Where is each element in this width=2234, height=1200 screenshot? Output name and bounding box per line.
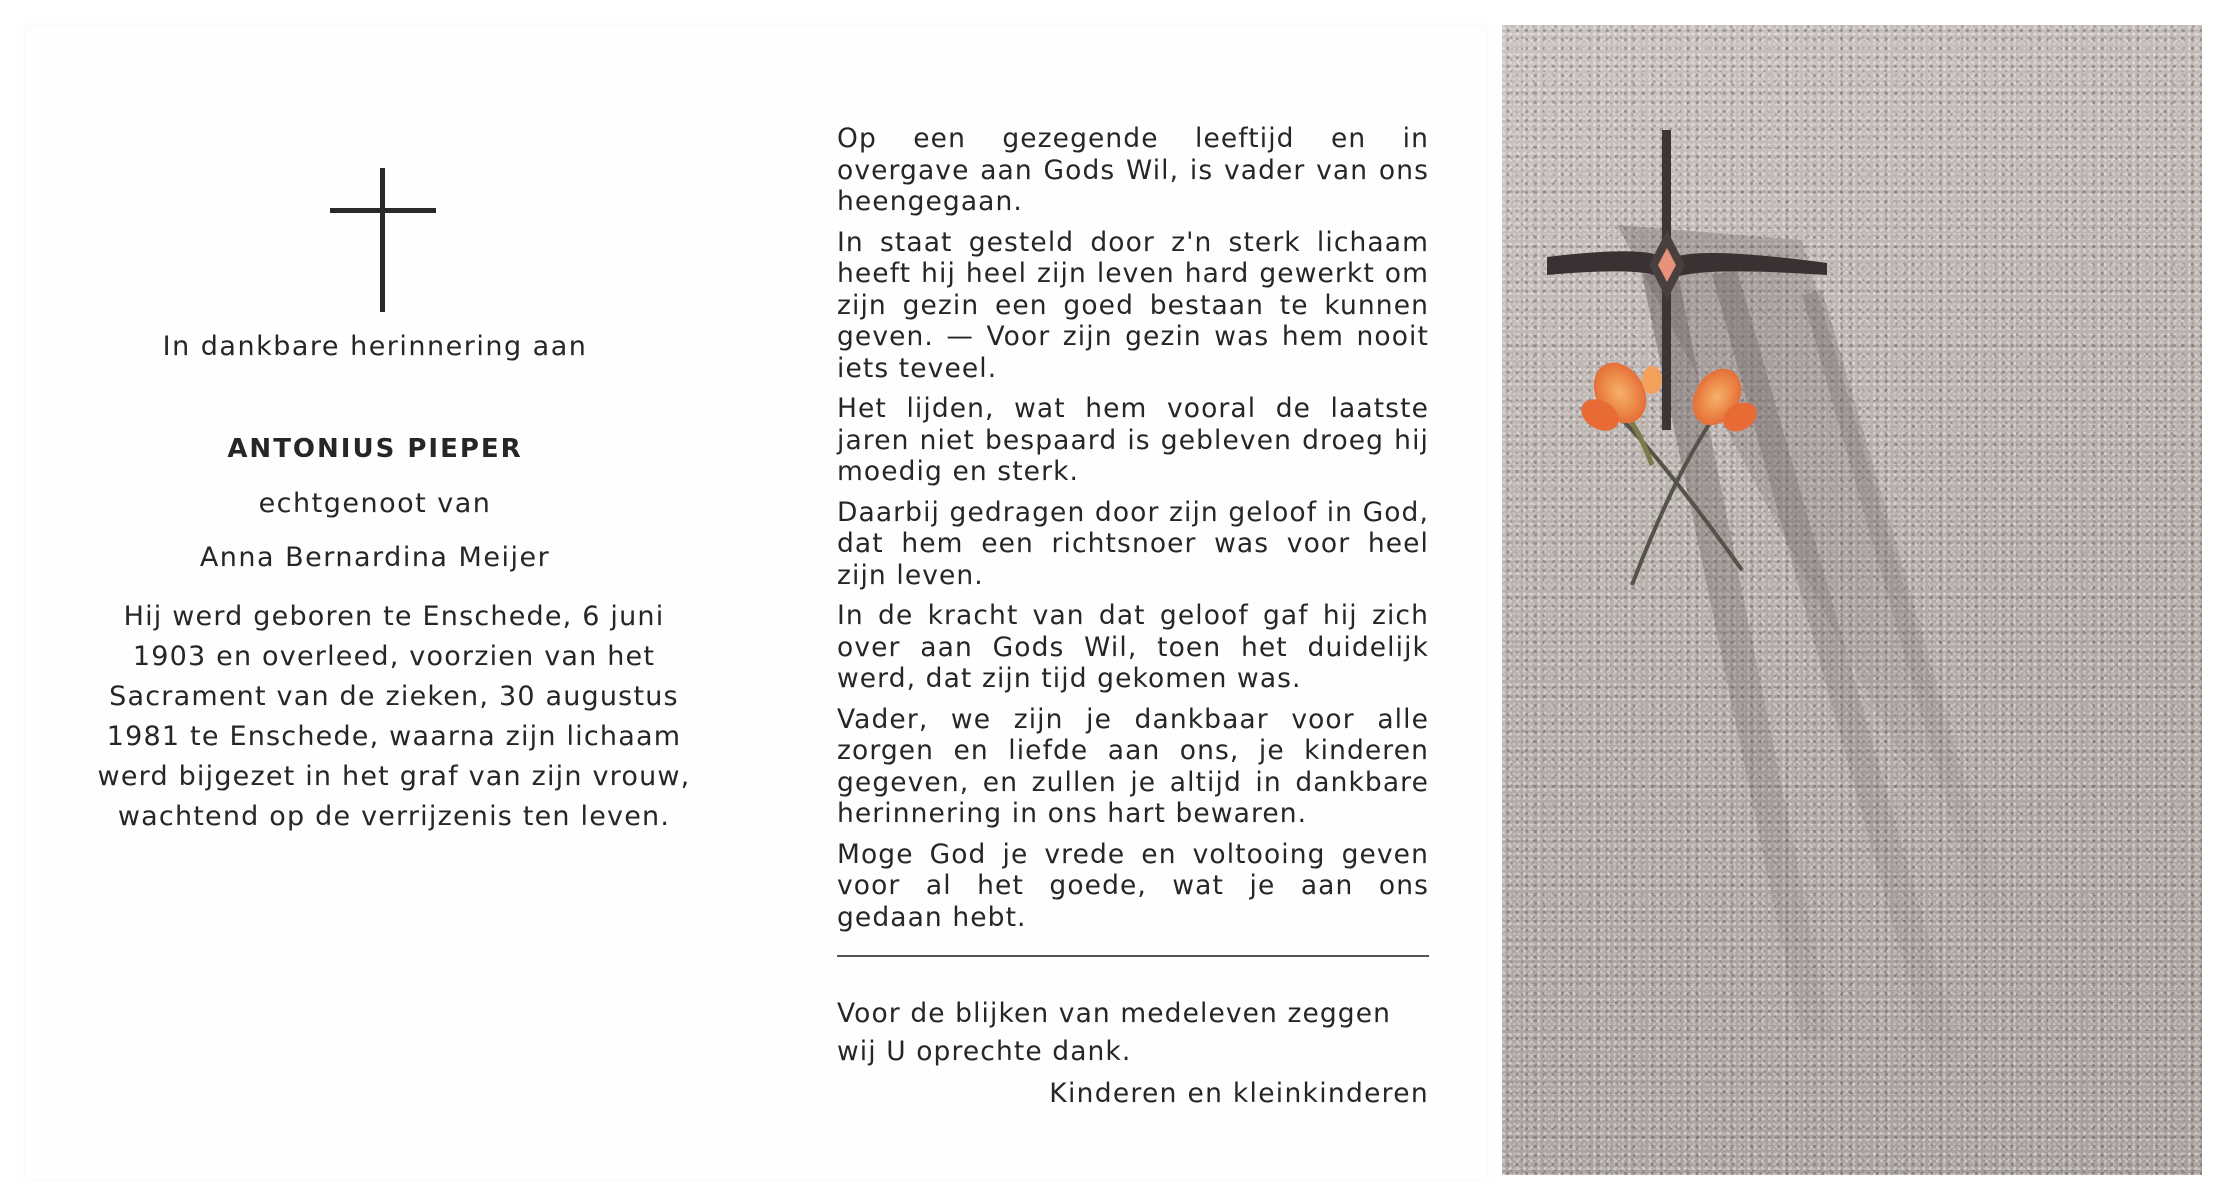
spouse-name: Anna Bernardina Meijer: [199, 542, 551, 573]
paragraph: Het lijden, wat hem vooral de laatste jaren niet bespaard is gebleven droeg hij moedig en sterk.: [837, 393, 1429, 487]
paragraph: Moge God je vrede en voltooing geven voor al het goede, wat je aan ons gedaan hebt.: [837, 838, 1429, 933]
paragraph: In de kracht van dat geloof gaf hij zich over aan Gods Wil, toen het duidelijk werd, dat zijn tijd gekomen was.: [837, 600, 1429, 694]
latin-cross-icon: [330, 168, 436, 312]
relation-text: echtgenoot van: [258, 488, 492, 519]
left-panel: [25, 25, 725, 1180]
cross-with-flowers-photo: [1502, 25, 2202, 1175]
divider-line: [837, 955, 1429, 957]
middle-panel: [837, 123, 1429, 942]
thanks-text: Voor de blijken van medeleven zeggen wij U oprechte dank.: [837, 998, 1392, 1067]
paragraph: Vader, we zijn je dankbaar voor alle zorgen en liefde aan ons, je kinderen gegeven, en zullen je altijd in dankbare herinnering in ons hart bewaren.: [837, 703, 1429, 829]
paragraph: Op een gezegende leeftijd en in overgave aan Gods Wil, is vader van ons heengegaan.: [837, 123, 1429, 217]
memorial-card: [25, 25, 1487, 1180]
signature-text: Kinderen en kleinkinderen: [1049, 1078, 1429, 1109]
photo-illustration: [1502, 25, 2202, 1175]
biography-text: Hij werd geboren te Enschede, 6 juni 1903 en overleed, voorzien van het Sacrament van de zieken, 30 augustus 1981 te Enschede, waarna zijn lichaam werd bijgezet in het graf van zijn vrouw, wachtend op de verrijzenis ten leven.: [97, 601, 691, 832]
intro-text: In dankbare herinnering aan: [162, 331, 588, 362]
paragraph: Daarbij gedragen door zijn geloof in God, dat hem een richtsnoer was voor heel zijn leven.: [837, 496, 1429, 591]
deceased-name: ANTONIUS PIEPER: [227, 434, 523, 464]
cross-shadow: [1617, 225, 2002, 1065]
paragraph: In staat gesteld door z'n sterk lichaam heeft hij heel zijn leven hard gewerkt om zijn gezin een goed bestaan te kunnen geven. — Voor zijn gezin was hem nooit iets teveel.: [837, 226, 1429, 384]
